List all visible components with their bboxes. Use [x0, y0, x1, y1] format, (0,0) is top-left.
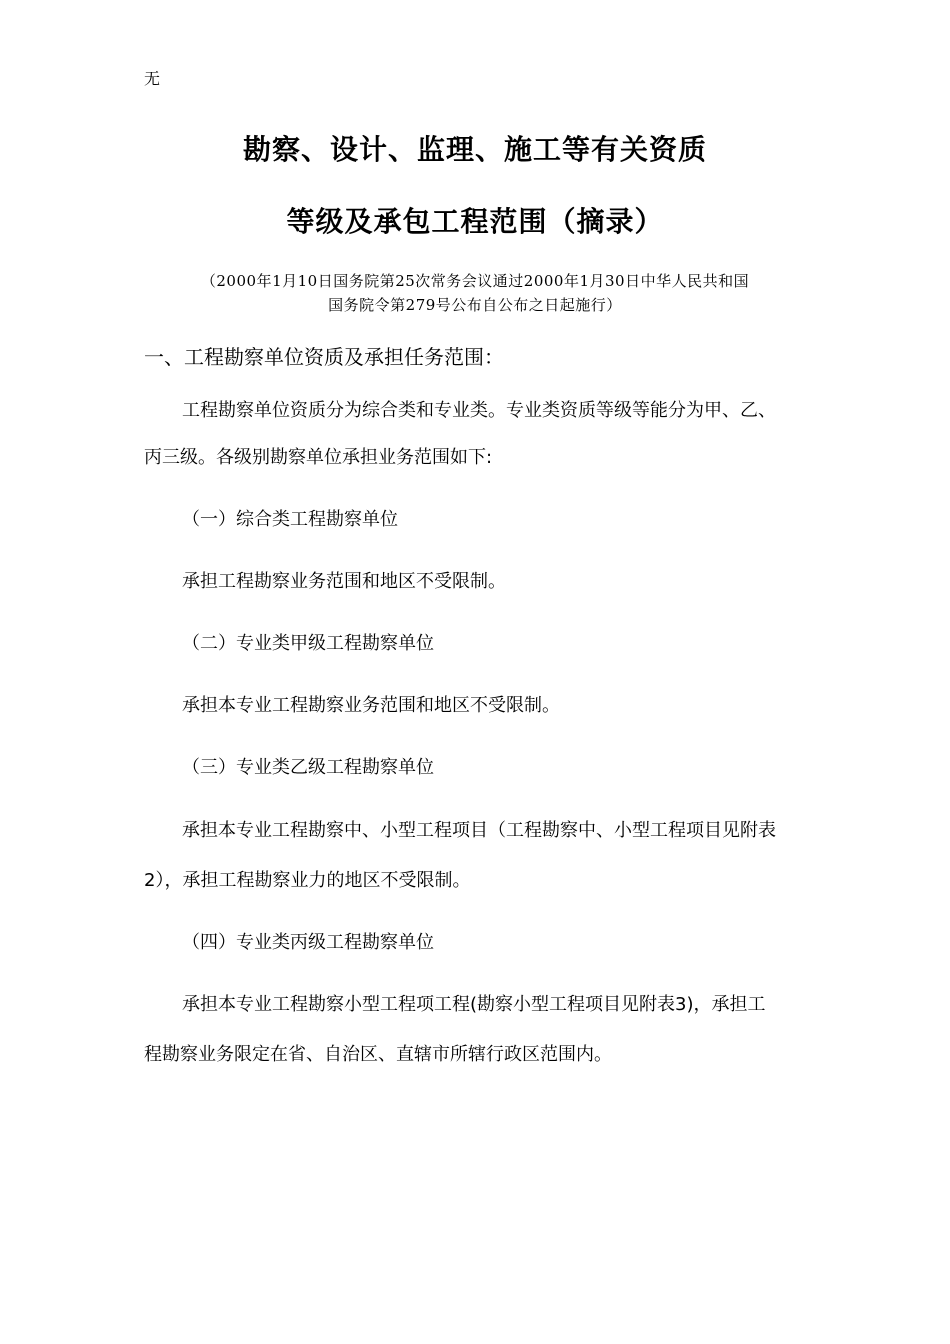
item3-text-line2: 2），承担工程勘察业力的地区不受限制。 — [144, 870, 471, 891]
section-heading: 一、工程勘察单位资质及承担任务范围： — [144, 345, 504, 369]
document-title-line2: 等级及承包工程范围（摘录） — [286, 205, 664, 238]
document-subtitle-line1: （2000年1月10日国务院第25次常务会议通过2000年1月30日中华人民共和国 — [200, 272, 750, 290]
item1-heading: （一）综合类工程勘察单位 — [182, 509, 398, 530]
item2-text: 承担本专业工程勘察业务范围和地区不受限制。 — [182, 695, 560, 716]
item3-text-line1: 承担本专业工程勘察中、小型工程项目（工程勘察中、小型工程项目见附表 — [182, 820, 776, 841]
header-note: 无 — [144, 69, 161, 88]
item4-text-line2: 程勘察业务限定在省、自治区、直辖市所辖行政区范围内。 — [144, 1044, 612, 1065]
item4-heading: （四）专业类丙级工程勘察单位 — [182, 932, 434, 953]
document-title-line1: 勘察、设计、监理、施工等有关资质 — [242, 133, 707, 166]
item2-heading: （二）专业类甲级工程勘察单位 — [182, 633, 434, 654]
item3-heading: （三）专业类乙级工程勘察单位 — [182, 757, 434, 778]
item4-text-line1: 承担本专业工程勘察小型工程项工程(勘察小型工程项目见附表3)，承担工 — [182, 994, 766, 1015]
intro-paragraph-line2: 丙三级。各级别勘察单位承担业务范围如下: — [144, 447, 493, 468]
item1-text: 承担工程勘察业务范围和地区不受限制。 — [182, 571, 506, 592]
document-subtitle-line2: 国务院令第279号公布自公布之日起施行） — [328, 296, 622, 314]
intro-paragraph-line1: 工程勘察单位资质分为综合类和专业类。专业类资质等级等能分为甲、乙、 — [182, 400, 776, 421]
